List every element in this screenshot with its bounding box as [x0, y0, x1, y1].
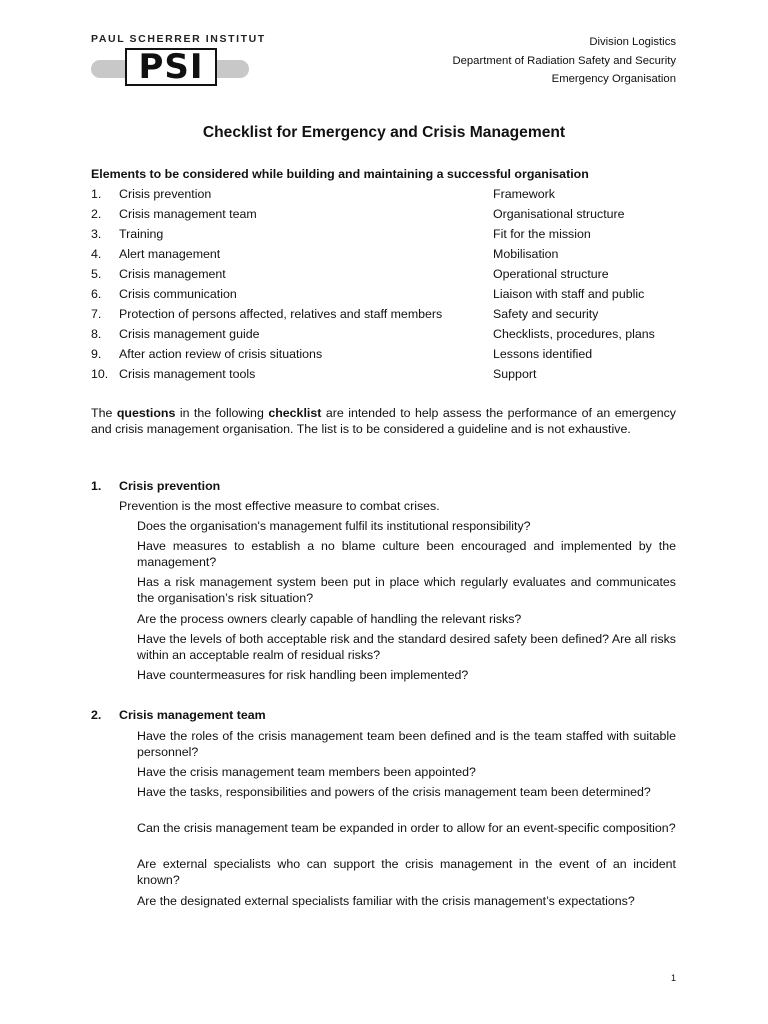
logo-mark: PSI	[125, 48, 217, 86]
element-row	[91, 306, 691, 326]
element-number: 5.	[91, 267, 102, 281]
element-label: Crisis management guide	[119, 327, 260, 341]
page-number: 1	[671, 973, 677, 983]
element-category: Mobilisation	[493, 247, 559, 261]
element-number: 10.	[91, 367, 109, 381]
element-number: 4.	[91, 247, 102, 261]
element-row	[91, 206, 691, 226]
element-number: 1.	[91, 187, 102, 201]
checklist-question: Are the process owners clearly capable of handling the relevant risks?	[137, 612, 522, 626]
element-category: Organisational structure	[493, 207, 625, 221]
checklist-question: Have the levels of both acceptable risk and the standard desired safety been defined? Are all risks within an acceptable realm of residual risks?	[137, 632, 676, 662]
section-number: 1.	[91, 479, 102, 493]
element-row	[91, 366, 691, 386]
intro-emphasis: questions	[116, 406, 176, 420]
intro-text: in the following	[175, 406, 269, 420]
element-label: Training	[119, 227, 164, 241]
element-number: 8.	[91, 327, 102, 341]
logo-institute-name: PAUL SCHERRER INSTITUT	[91, 33, 266, 45]
element-label: Crisis management team	[119, 207, 257, 221]
element-row	[91, 346, 691, 366]
checklist-question: Have the crisis management team members been appointed?	[137, 765, 476, 779]
element-label: After action review of crisis situations	[119, 347, 323, 361]
element-category: Safety and security	[493, 307, 599, 321]
section-title: Crisis management team	[119, 708, 266, 722]
element-row	[91, 226, 691, 246]
element-label: Crisis management tools	[119, 367, 256, 381]
element-number: 2.	[91, 207, 102, 221]
element-row	[91, 186, 691, 206]
document-header	[452, 33, 676, 89]
checklist-question: Can the crisis management team be expanded in order to allow for an event-specific composition?	[137, 821, 676, 835]
checklist-question: Have measures to establish a no blame culture been encouraged and implemented by the management?	[137, 539, 676, 569]
element-label: Crisis management	[119, 267, 226, 281]
checklist-question: Has a risk management system been put in place which regularly evaluates and communicates the organisation’s risk situation?	[137, 575, 676, 605]
element-row	[91, 266, 691, 286]
checklist-question: Does the organisation's management fulfil its institutional responsibility?	[137, 519, 531, 533]
section-title: Crisis prevention	[119, 479, 221, 493]
checklist-question: Have the tasks, responsibilities and powers of the crisis management team been determined?	[137, 785, 651, 799]
checklist-question: Have countermeasures for risk handling been implemented?	[137, 668, 469, 682]
element-label: Crisis communication	[119, 287, 237, 301]
element-category: Lessons identified	[493, 347, 593, 361]
header-department: Department of Radiation Safety and Security	[452, 54, 676, 67]
section-number: 2.	[91, 708, 102, 722]
element-category: Framework	[493, 187, 555, 201]
section-description: Prevention is the most effective measure to combat crises.	[119, 499, 440, 513]
element-label: Alert management	[119, 247, 221, 261]
element-category: Operational structure	[493, 267, 609, 281]
intro-emphasis: checklist	[268, 406, 322, 420]
element-number: 7.	[91, 307, 102, 321]
element-label: Protection of persons affected, relatives and staff members	[119, 307, 443, 321]
element-category: Support	[493, 367, 537, 381]
checklist-question: Are external specialists who can support the crisis management in the event of an incident known?	[137, 857, 676, 887]
element-number: 9.	[91, 347, 102, 361]
element-label: Crisis prevention	[119, 187, 212, 201]
intro-text: are intended to help assess the performance of an emergency and crisis management organisation. The list is to be considered a guideline and is not exhaustive.	[91, 406, 676, 436]
checklist-question: Have the roles of the crisis management team been defined and is the team staffed with suitable personnel?	[137, 729, 676, 759]
element-number: 3.	[91, 227, 102, 241]
element-category: Checklists, procedures, plans	[493, 327, 655, 341]
element-category: Liaison with staff and public	[493, 287, 645, 301]
intro-paragraph	[91, 405, 676, 437]
element-row	[91, 246, 691, 266]
element-row	[91, 326, 691, 346]
header-organisation: Emergency Organisation	[551, 73, 676, 86]
document-title: Checklist for Emergency and Crisis Management	[202, 124, 566, 141]
element-row	[91, 286, 691, 306]
element-category: Fit for the mission	[493, 227, 591, 241]
psi-logo	[91, 32, 266, 90]
elements-heading: Elements to be considered while building and maintaining a successful organisation	[91, 167, 589, 181]
header-division: Division Logistics	[589, 36, 676, 48]
checklist-question: Are the designated external specialists familiar with the crisis management’s expectations?	[137, 894, 635, 908]
element-number: 6.	[91, 287, 102, 301]
intro-text: The	[91, 406, 117, 420]
